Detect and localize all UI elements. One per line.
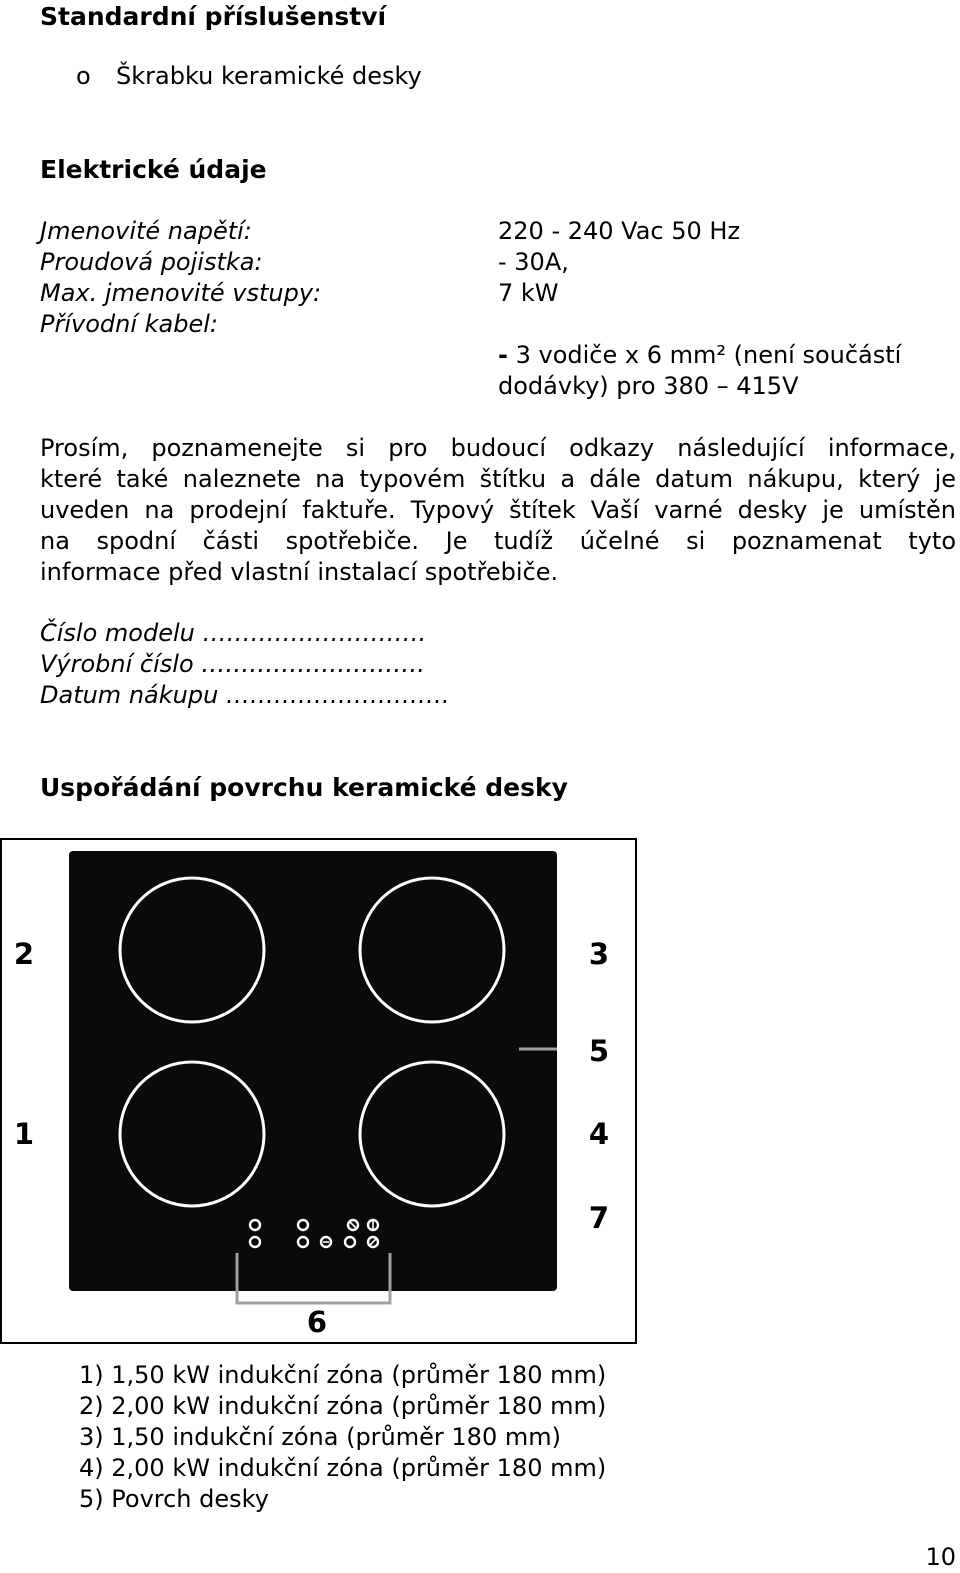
page-number: 10 <box>925 1543 956 1571</box>
spec-label-fuse: Proudová pojistka: <box>40 248 263 276</box>
hob-diagram <box>0 838 637 1344</box>
purchase-date-field: Datum nákupu ………………………. <box>40 681 450 709</box>
legend-item-5: 5) Povrch desky <box>79 1485 269 1513</box>
notice-line-1: Prosím, poznamenejte si pro budoucí odkazy následující informace, <box>40 434 956 462</box>
callout-7: 7 <box>588 1201 610 1235</box>
spec-label-max-input: Max. jmenovité vstupy: <box>40 279 322 307</box>
list-bullet: o <box>76 62 91 90</box>
spec-value-fuse: - 30A, <box>498 248 569 276</box>
electrical-title: Elektrické údaje <box>40 155 267 184</box>
notice-line-2: které také naleznete na typovém štítku a dále datum nákupu, který je <box>40 465 956 493</box>
cable-text: 3 vodiče x 6 mm² (není součástí <box>507 341 902 369</box>
legend-item-1: 1) 1,50 kW indukční zóna (průměr 180 mm) <box>79 1361 607 1389</box>
layout-title: Uspořádání povrchu keramické desky <box>40 773 568 802</box>
spec-label-voltage: Jmenovité napětí: <box>40 217 252 245</box>
callout-1: 1 <box>13 1117 35 1151</box>
cable-dash: - <box>498 341 508 369</box>
notice-line-4: na spodní části spotřebiče. Je tudíž účelné si poznamenat tyto <box>40 527 956 555</box>
legend-item-4: 4) 2,00 kW indukční zóna (průměr 180 mm) <box>79 1454 607 1482</box>
ceramic-glass-surface <box>69 851 557 1291</box>
model-number-field: Číslo modelu ………………………. <box>40 619 427 647</box>
accessory-item: Škrabku keramické desky <box>116 62 422 90</box>
legend-item-2: 2) 2,00 kW indukční zóna (průměr 180 mm) <box>79 1392 607 1420</box>
callout-2: 2 <box>13 937 35 971</box>
spec-value-cable-line1 <box>498 340 901 371</box>
serial-number-field: Výrobní číslo ………………………. <box>40 650 425 678</box>
callout-6: 6 <box>306 1305 328 1339</box>
accessories-title: Standardní příslušenství <box>40 2 387 31</box>
notice-line-5: informace před vlastní instalací spotřebiče. <box>40 558 559 586</box>
callout-5: 5 <box>588 1034 610 1068</box>
callout-3: 3 <box>588 937 610 971</box>
spec-value-voltage: 220 - 240 Vac 50 Hz <box>498 217 741 245</box>
spec-value-max-input: 7 kW <box>498 279 559 307</box>
spec-label-cable: Přívodní kabel: <box>40 310 218 338</box>
callout-4: 4 <box>588 1117 610 1151</box>
legend-item-3: 3) 1,50 indukční zóna (průměr 180 mm) <box>79 1423 561 1451</box>
notice-line-3: uveden na prodejní faktuře. Typový štítek Vaší varné desky je umístěn <box>40 496 956 524</box>
spec-value-cable-line2: dodávky) pro 380 – 415V <box>498 372 799 400</box>
